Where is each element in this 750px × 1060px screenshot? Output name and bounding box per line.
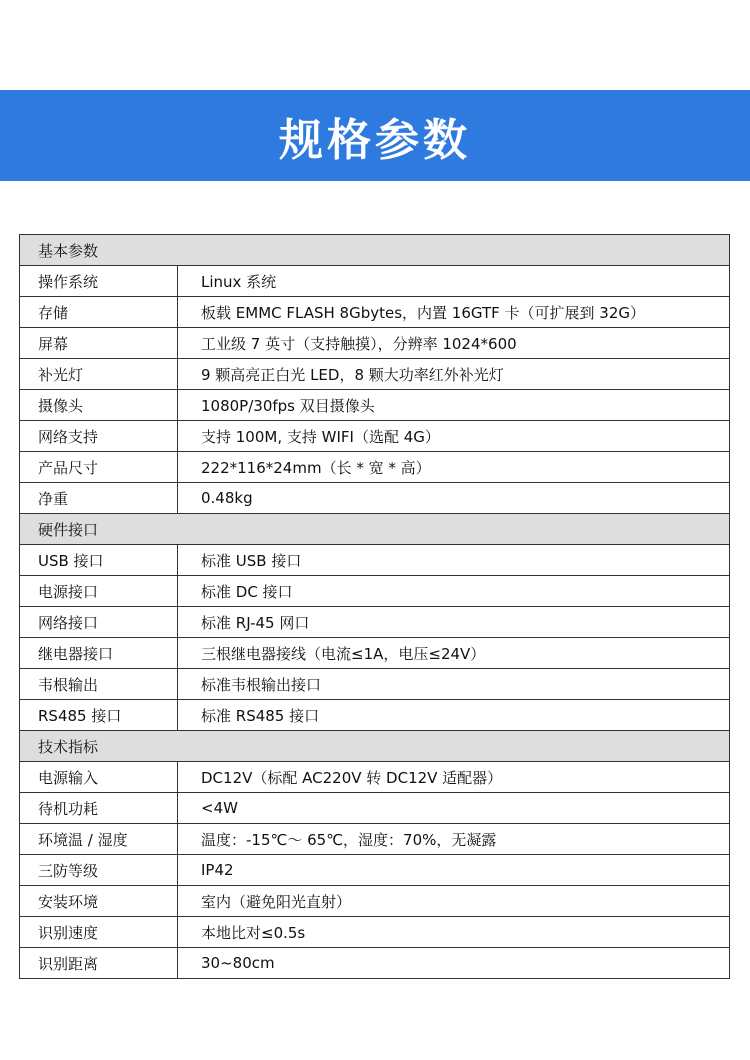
spec-value: 本地比对≤0.5s	[178, 917, 730, 948]
table-row	[20, 669, 730, 700]
spec-label: 存储	[20, 297, 178, 328]
spec-value: Linux 系统	[178, 266, 730, 297]
table-row	[20, 638, 730, 669]
spec-value: 三根继电器接线（电流≤1A，电压≤24V）	[178, 638, 730, 669]
spec-label: USB 接口	[20, 545, 178, 576]
spec-label: 产品尺寸	[20, 452, 178, 483]
table-row	[20, 483, 730, 514]
spec-label: 网络支持	[20, 421, 178, 452]
spec-label: 待机功耗	[20, 793, 178, 824]
spec-value: 室内（避免阳光直射）	[178, 886, 730, 917]
spec-value: 30~80cm	[178, 948, 730, 979]
table-row	[20, 545, 730, 576]
spec-label: RS485 接口	[20, 700, 178, 731]
table-row	[20, 452, 730, 483]
table-row	[20, 824, 730, 855]
spec-label: 摄像头	[20, 390, 178, 421]
spec-label: 识别距离	[20, 948, 178, 979]
spec-value: 支持 100M, 支持 WIFI（选配 4G）	[178, 421, 730, 452]
spec-value: 温度：-15℃～ 65℃，湿度：70%，无凝露	[178, 824, 730, 855]
section-row-basic	[20, 235, 730, 266]
spec-label: 操作系统	[20, 266, 178, 297]
section-title: 技术指标	[20, 731, 730, 762]
spec-value: 标准 DC 接口	[178, 576, 730, 607]
table-row	[20, 390, 730, 421]
table-row	[20, 793, 730, 824]
spec-value: 222*116*24mm（长 * 宽 * 高）	[178, 452, 730, 483]
table-row	[20, 266, 730, 297]
spec-label: 电源输入	[20, 762, 178, 793]
section-title: 硬件接口	[20, 514, 730, 545]
table-row	[20, 762, 730, 793]
spec-label: 识别速度	[20, 917, 178, 948]
spec-value: 标准韦根输出接口	[178, 669, 730, 700]
spec-table	[19, 234, 730, 979]
spec-value: <4W	[178, 793, 730, 824]
spec-label: 补光灯	[20, 359, 178, 390]
spec-label: 三防等级	[20, 855, 178, 886]
table-row	[20, 886, 730, 917]
page-title: 规格参数	[279, 114, 471, 166]
spec-value: DC12V（标配 AC220V 转 DC12V 适配器）	[178, 762, 730, 793]
spec-value: 工业级 7 英寸（支持触摸），分辨率 1024*600	[178, 328, 730, 359]
table-row	[20, 948, 730, 979]
spec-label: 韦根输出	[20, 669, 178, 700]
spec-value: 标准 RJ-45 网口	[178, 607, 730, 638]
table-row	[20, 607, 730, 638]
spec-value: 标准 RS485 接口	[178, 700, 730, 731]
section-row-technical	[20, 731, 730, 762]
spec-value: 0.48kg	[178, 483, 730, 514]
spec-label: 环境温 / 湿度	[20, 824, 178, 855]
table-row	[20, 359, 730, 390]
table-row	[20, 297, 730, 328]
spec-label: 安装环境	[20, 886, 178, 917]
table-row	[20, 700, 730, 731]
table-row	[20, 576, 730, 607]
header-banner	[0, 90, 750, 181]
spec-label: 电源接口	[20, 576, 178, 607]
table-row	[20, 328, 730, 359]
section-title: 基本参数	[20, 235, 730, 266]
spec-value: 1080P/30fps 双目摄像头	[178, 390, 730, 421]
spec-value: 板载 EMMC FLASH 8Gbytes，内置 16GTF 卡（可扩展到 32G）	[178, 297, 730, 328]
table-row	[20, 421, 730, 452]
spec-label: 继电器接口	[20, 638, 178, 669]
section-row-hardware	[20, 514, 730, 545]
spec-value: IP42	[178, 855, 730, 886]
spec-value: 9 颗高亮正白光 LED，8 颗大功率红外补光灯	[178, 359, 730, 390]
table-row	[20, 917, 730, 948]
spec-label: 网络接口	[20, 607, 178, 638]
table-row	[20, 855, 730, 886]
spec-label: 净重	[20, 483, 178, 514]
spec-label: 屏幕	[20, 328, 178, 359]
spec-value: 标准 USB 接口	[178, 545, 730, 576]
